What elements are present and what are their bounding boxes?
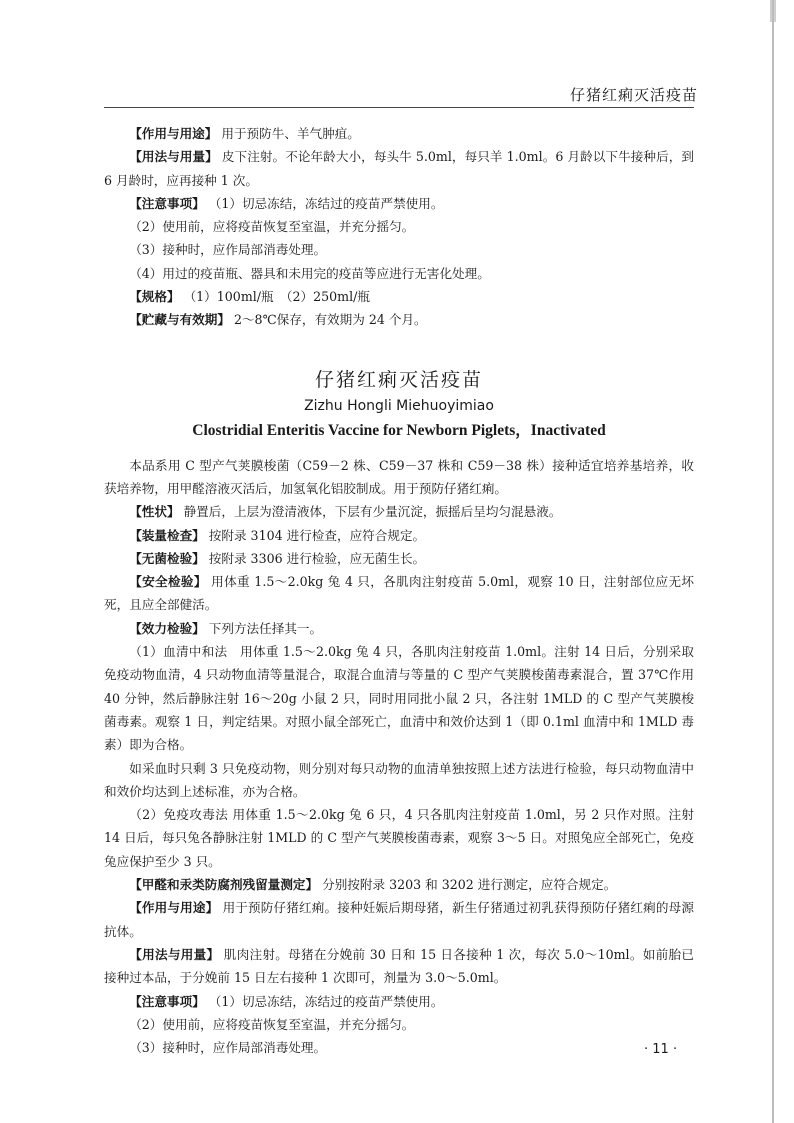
entry-title-chinese: 仔猪红痢灭活疫苗 <box>314 368 483 391</box>
paragraph <box>104 145 694 192</box>
paragraph <box>104 262 694 285</box>
paragraph <box>104 285 694 308</box>
entry-title-block <box>104 366 694 444</box>
header-rule <box>104 107 694 108</box>
paragraph-text: 皮下注射。不论年龄大小，每头牛 5.0ml，每只羊 1.0ml。6 月龄以下牛接种后，到 6 月龄时，应再接种 1 次。 <box>104 149 694 188</box>
paragraph <box>104 943 694 990</box>
paragraph <box>104 238 694 261</box>
paragraph <box>104 122 694 145</box>
paragraph-text: （1）血清中和法 用体重 1.5～2.0kg 兔 4 只，各肌肉注射疫苗 1.0ml。注射 14 日后，分别采取免疫动物血清，4 只动物血清等量混合，取混合血清与等量的 C 型产气荚膜梭菌毒素混合，置 37℃作用 40 分钟，然后静脉注射 16～20g 小鼠 2 只，同时用同批小鼠 2 只，各注射 1MLD 的 C 型产气荚膜梭菌毒素。观察 1 日，判定结果。对照小鼠全部死亡，血清中和效价达到 1（即 0.1ml 血清中和 1MLD 毒素）即为合格。 <box>104 644 694 753</box>
section-label: 【甲醛和汞类防腐剂残留量测定】 <box>129 877 319 893</box>
section-label: 【注意事项】 <box>129 993 205 1009</box>
paragraph-text: （2）使用前，应将疫苗恢复至室温，并充分摇匀。 <box>129 219 415 235</box>
section-label: 【安全检验】 <box>129 574 207 590</box>
paragraph-text: （2）免疫攻毒法 用体重 1.5～2.0kg 兔 6 只，4 只各肌肉注射疫苗 1.0ml，另 2 只作对照。注射 14 日后，每只兔各静脉注射 1MLD 的 C 型产气荚膜梭菌毒素，观察 3～5 日。对照兔应全部死亡，免疫兔应保护至少 3 只。 <box>104 807 694 869</box>
paragraph-text: （1）切忌冻结，冻结过的疫苗严禁使用。 <box>208 993 444 1009</box>
entry-title-english: Clostridial Enteritis Vaccine for Newborn Piglets，Inactivated <box>192 421 606 439</box>
paragraph-text: 用体重 1.5～2.0kg 兔 4 只，各肌肉注射疫苗 5.0ml，观察 10 日，注射部位应无坏死，且应全部健活。 <box>104 574 694 613</box>
paragraph-text: （2）使用前，应将疫苗恢复至室温，并充分摇匀。 <box>129 1016 415 1032</box>
paragraph-text: 下列方法任择其一。 <box>208 620 323 636</box>
paragraph <box>104 990 694 1013</box>
paragraph-text: 本品系用 C 型产气荚膜梭菌（C59－2 株、C59－37 株和 C59－38 株）接种适宜培养基培养，收获培养物，用甲醛溶液灭活后，加氢氧化铝胶制成。用于预防仔猪红痢。 <box>104 457 694 496</box>
paragraph <box>104 547 694 570</box>
paragraph-text: （3）接种时，应作局部消毒处理。 <box>129 242 327 258</box>
paragraph <box>104 873 694 896</box>
entry-title-pinyin: Zizhu Hongli Miehuoyimiao <box>304 397 494 414</box>
paragraph <box>104 500 694 523</box>
paragraph-text: 按附录 3104 进行检查，应符合规定。 <box>208 527 426 543</box>
paragraph <box>104 192 694 215</box>
previous-entry-section <box>104 122 694 332</box>
paragraph <box>104 896 694 943</box>
paragraph-text: 如采血时只剩 3 只免疫动物，则分别对每只动物的血清单独按照上述方法进行检验，每只动物血清中和效价均达到上述标准，亦为合格。 <box>104 760 694 799</box>
paragraph-text: （1）切忌冻结，冻结过的疫苗严禁使用。 <box>208 195 444 211</box>
paragraph-text: 分别按附录 3203 和 3202 进行测定，应符合规定。 <box>322 877 617 893</box>
paragraph <box>104 1013 694 1036</box>
paragraph-text: 用于预防仔猪红痢。接种妊娠后期母猪，新生仔猪通过初乳获得预防仔猪红痢的母源抗体。 <box>104 900 694 939</box>
paragraph <box>104 308 694 331</box>
section-label: 【用法与用量】 <box>129 946 220 962</box>
paragraph-text: （3）接种时，应作局部消毒处理。 <box>129 1040 327 1056</box>
page-number: · 11 · <box>644 1042 678 1057</box>
paragraph <box>104 570 694 617</box>
section-label: 【用法与用量】 <box>129 149 218 165</box>
section-label: 【作用与用途】 <box>129 900 219 916</box>
paragraph-text: 用于预防牛、羊气肿疽。 <box>221 126 360 141</box>
section-label: 【规格】 <box>129 289 180 305</box>
paragraph-text: （4）用过的疫苗瓶、器具和未用完的疫苗等应进行无害化处理。 <box>129 265 490 281</box>
section-label: 【贮藏与有效期】 <box>129 312 230 328</box>
paragraph <box>104 524 694 547</box>
paragraph-text: 2～8℃保存，有效期为 24 个月。 <box>233 312 427 328</box>
section-label: 【作用与用途】 <box>129 126 218 141</box>
paragraph-text: （1）100ml/瓶 （2）250ml/瓶 <box>183 289 370 305</box>
section-label: 【装量检查】 <box>129 527 205 543</box>
paragraph <box>104 803 694 873</box>
paragraph <box>104 617 694 640</box>
paragraph-text: 按附录 3306 进行检验，应无菌生长。 <box>208 550 426 566</box>
section-label: 【性状】 <box>129 504 180 520</box>
paragraph <box>104 757 694 804</box>
section-label: 【注意事项】 <box>129 195 205 211</box>
entry-body-section <box>104 454 694 1060</box>
section-label: 【效力检验】 <box>129 620 205 636</box>
paragraph <box>104 215 694 238</box>
paragraph <box>104 640 694 756</box>
scan-edge-line <box>772 0 774 1123</box>
section-label: 【无菌检验】 <box>129 550 205 566</box>
paragraph <box>104 454 694 501</box>
page-content <box>104 122 694 1059</box>
paragraph <box>104 1036 694 1059</box>
paragraph-text: 静置后，上层为澄清液体，下层有少量沉淀，振摇后呈均匀混悬液。 <box>183 504 562 520</box>
paragraph-text: 肌肉注射。母猪在分娩前 30 日和 15 日各接种 1 次，每次 5.0～10ml。如前胎已接种过本品，于分娩前 15 日左右接种 1 次即可，剂量为 3.0～5.0ml。 <box>104 946 695 986</box>
running-head: 仔猪红痢灭活疫苗 <box>569 86 698 104</box>
